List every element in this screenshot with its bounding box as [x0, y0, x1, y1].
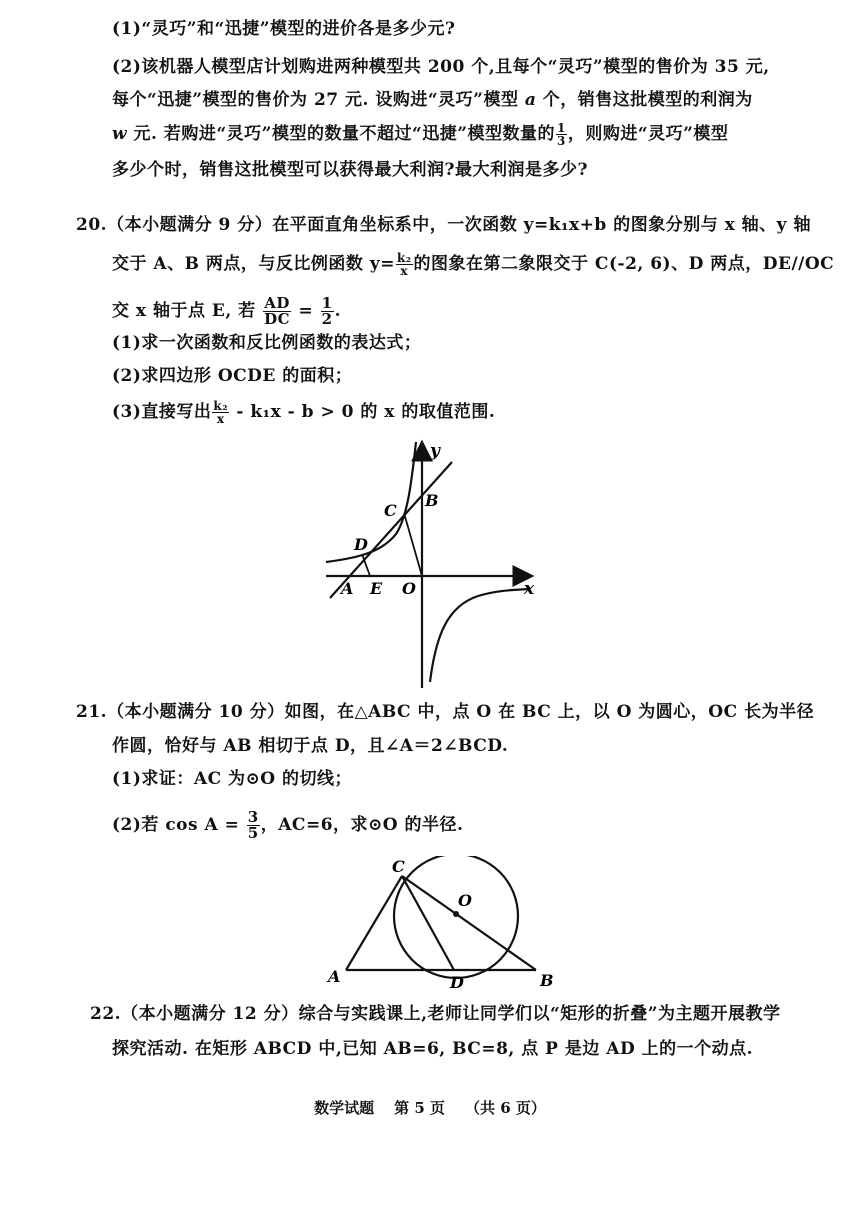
label-y: y — [430, 441, 440, 461]
label-a: A — [328, 967, 341, 986]
segment-oc — [404, 513, 422, 576]
q21-figure — [318, 856, 568, 996]
center-point-o — [453, 911, 459, 917]
label-o: O — [458, 891, 472, 910]
line-ab — [330, 462, 452, 598]
q20-stem-line1: 20.（本小题满分 9 分）在平面直角坐标系中，一次函数 y=k₁x+b 的图象分别与 x 轴、y 轴 — [76, 215, 811, 235]
q21-stem-line2: 作圆，恰好与 AB 相切于点 D，且∠A＝2∠BCD. — [112, 736, 509, 756]
hyperbola-branch-q4 — [430, 589, 530, 682]
label-x: x — [524, 579, 535, 599]
page-footer — [0, 1097, 860, 1118]
footer-page: 第 5 页 — [394, 1099, 445, 1117]
q22-stem-line1: 22.（本小题满分 12 分）综合与实践课上,老师让同学们以“矩形的折叠”为主题开展教学 — [90, 1004, 781, 1024]
q19-part2-line4: 多少个时，销售这批模型可以获得最大利润?最大利润是多少? — [112, 160, 588, 180]
fraction-k2-over-x: $\frac{\text{k₂}}{x}$ — [213, 399, 228, 426]
footer-total: （共 6 页） — [465, 1099, 546, 1117]
label-c: C — [392, 857, 405, 876]
q19-part1: (1)“灵巧”和“迅捷”模型的进价各是多少元? — [112, 19, 456, 39]
q21-sub1: (1)求证：AC 为⊙O 的切线； — [112, 769, 353, 789]
fraction-three-fifths: $\frac{3}{5}$ — [247, 808, 259, 842]
q19-part2-line1: (2)该机器人模型店计划购进两种模型共 200 个,且每个“灵巧”模型的售价为 35 元, — [112, 57, 770, 77]
label-b: B — [425, 491, 439, 510]
footer-subject: 数学试题 — [314, 1099, 375, 1117]
q20-sub1: (1)求一次函数和反比例函数的表达式； — [112, 333, 422, 353]
label-o: O — [402, 579, 416, 598]
fraction-one-third: $\frac{1}{3}$ — [557, 121, 566, 148]
label-c: C — [384, 501, 397, 520]
label-b: B — [540, 971, 554, 990]
q20-stem-line3: 交 x 轴于点 E, 若 $\frac{AD}{DC}$ = $\frac{1}{2}$ . — [112, 294, 342, 328]
label-d: D — [450, 973, 464, 992]
fraction-one-half: $\frac{1}{2}$ — [321, 294, 333, 328]
fraction-ad-dc: $\frac{AD}{DC}$ — [264, 294, 291, 328]
q20-sub2: (2)求四边形 OCDE 的面积； — [112, 366, 353, 386]
q22-stem-line2: 探究活动. 在矩形 ABCD 中,已知 AB=6, BC=8, 点 P 是边 AD 上的一个动点. — [112, 1039, 754, 1059]
fraction-k2-over-x: $\frac{\text{k₂}}{x}$ — [396, 251, 412, 278]
q20-figure — [318, 438, 548, 690]
q20-stem-line2: 交于 A、B 两点，与反比例函数 y= $\frac{\text{k₂}}{x}$ 的图象在第二象限交于 C(-2, 6)、D 两点，DE//OC — [112, 251, 835, 278]
label-a: A — [341, 579, 354, 598]
q20-sub3: (3)直接写出 $\frac{\text{k₂}}{x}$ - k₁x - b > 0 的 x 的取值范围. — [112, 399, 496, 426]
q21-sub2: (2)若 cos A = $\frac{3}{5}$ ，AC=6，求⊙O 的半径. — [112, 808, 464, 842]
hyperbola-branch-q2 — [326, 442, 416, 562]
q19-part2-line2: 每个“迅捷”模型的售价为 27 元. 设购进“灵巧”模型 a 个，销售这批模型的利润为 — [112, 90, 753, 110]
q19-part2-line3: w 元. 若购进“灵巧”模型的数量不超过“迅捷”模型数量的 $\frac{1}{3}$ ，则购进“灵巧”模型 — [112, 121, 729, 148]
q21-stem-line1: 21.（本小题满分 10 分）如图，在△ABC 中，点 O 在 BC 上，以 O 为圆心，OC 长为半径 — [76, 702, 815, 722]
label-d: D — [354, 535, 368, 554]
label-e: E — [370, 579, 383, 598]
